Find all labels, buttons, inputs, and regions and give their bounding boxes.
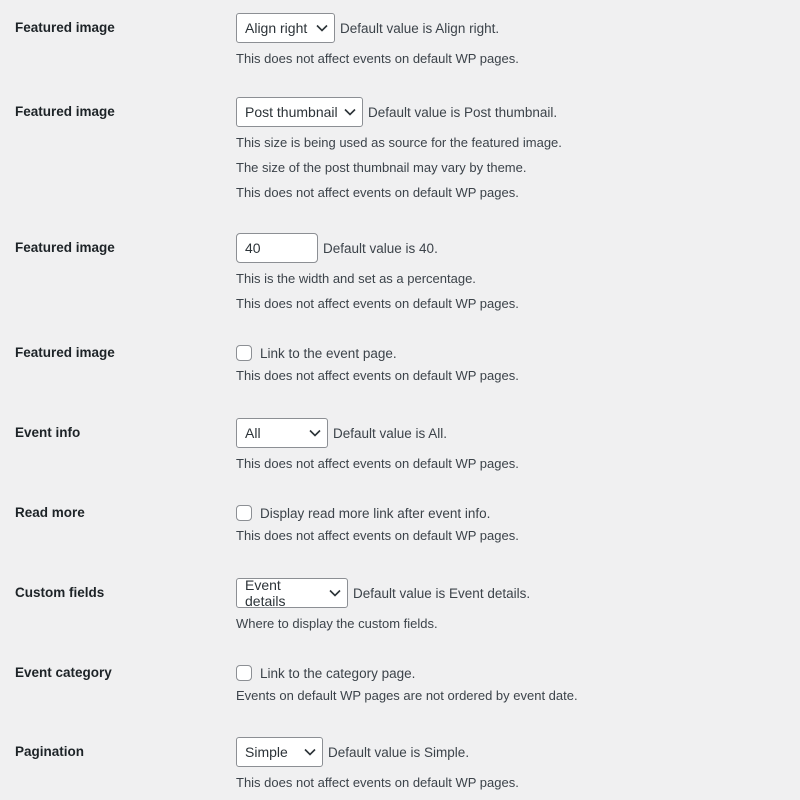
checkbox[interactable] [236, 665, 252, 681]
description-list [236, 770, 519, 795]
row-label: Featured image [15, 345, 115, 360]
description-text: This does not affect events on default WP pages. [236, 775, 519, 790]
description-text: This does not affect events on default WP pages. [236, 528, 519, 543]
row-label: Read more [15, 505, 85, 520]
description-list [236, 363, 519, 388]
description-text: Events on default WP pages are not ordered by event date. [236, 688, 578, 703]
row-field [236, 503, 519, 548]
description-text: This size is being used as source for the featured image. [236, 135, 562, 150]
description-list [236, 611, 530, 636]
select-value: Post thumbnail [245, 104, 338, 120]
width-input[interactable] [236, 233, 318, 263]
description-text: This does not affect events on default WP pages. [236, 296, 519, 311]
row-label: Custom fields [15, 585, 105, 600]
description-list [236, 523, 519, 548]
description-list [236, 130, 562, 205]
description-list [236, 266, 519, 316]
chevron-down-icon [303, 429, 321, 437]
description-text: This does not affect events on default WP pages. [236, 368, 519, 383]
row-field [236, 13, 519, 71]
dropdown-select[interactable] [236, 578, 348, 608]
description-list [236, 683, 578, 708]
row-field [236, 418, 519, 476]
row-field [236, 578, 530, 636]
row-label: Featured image [15, 240, 115, 255]
description-text: The size of the post thumbnail may vary by theme. [236, 160, 527, 175]
row-field [236, 737, 519, 795]
description-text: Where to display the custom fields. [236, 616, 438, 631]
dropdown-select[interactable] [236, 97, 363, 127]
description-text: This is the width and set as a percentage. [236, 271, 476, 286]
default-value-note: Default value is Post thumbnail. [368, 104, 558, 120]
description-list [236, 451, 519, 476]
chevron-down-icon [338, 108, 356, 116]
row-label: Pagination [15, 744, 85, 759]
row-label: Event info [15, 425, 81, 440]
checkbox-label[interactable]: Link to the category page. [260, 665, 416, 681]
row-field [236, 343, 519, 388]
checkbox[interactable] [236, 345, 252, 361]
row-label: Event category [15, 665, 112, 680]
default-value-note: Default value is All. [333, 425, 448, 441]
dropdown-select[interactable] [236, 737, 323, 767]
chevron-down-icon [310, 24, 328, 32]
dropdown-select[interactable] [236, 418, 328, 448]
checkbox-label[interactable]: Link to the event page. [260, 345, 397, 361]
row-label: Featured image [15, 104, 115, 119]
default-value-note: Default value is Align right. [340, 20, 500, 36]
chevron-down-icon [298, 748, 316, 756]
chevron-down-icon [323, 589, 341, 597]
description-text: This does not affect events on default WP pages. [236, 185, 519, 200]
default-value-note: Default value is 40. [323, 240, 438, 256]
select-value: Simple [245, 744, 288, 760]
description-text: This does not affect events on default WP pages. [236, 51, 519, 66]
default-value-note: Default value is Event details. [353, 585, 531, 601]
select-value: Align right [245, 20, 308, 36]
row-field [236, 233, 519, 316]
description-list [236, 46, 519, 71]
row-field [236, 97, 562, 205]
default-value-note: Default value is Simple. [328, 744, 470, 760]
checkbox[interactable] [236, 505, 252, 521]
select-value: All [245, 425, 261, 441]
description-text: This does not affect events on default WP pages. [236, 456, 519, 471]
select-value: Event details [245, 577, 286, 609]
checkbox-label[interactable]: Display read more link after event info. [260, 505, 491, 521]
row-field [236, 663, 578, 708]
row-label: Featured image [15, 20, 115, 35]
dropdown-select[interactable] [236, 13, 335, 43]
